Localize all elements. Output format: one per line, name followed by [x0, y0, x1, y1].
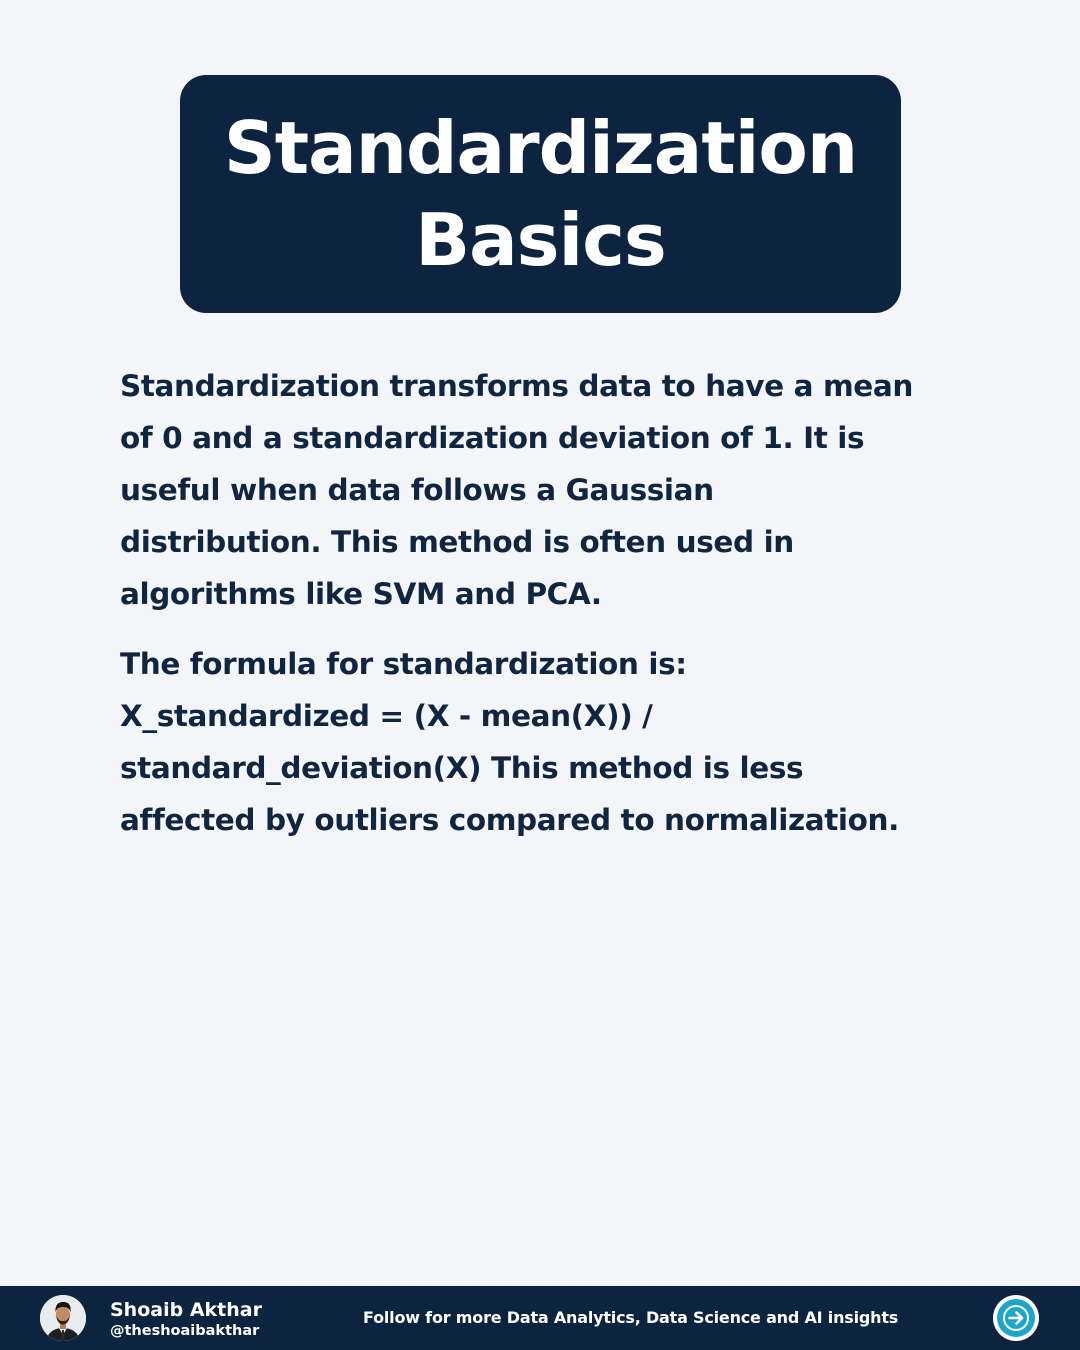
next-slide-button[interactable]: [993, 1295, 1039, 1341]
page-title-line-1: Standardization: [223, 106, 858, 190]
author-handle[interactable]: @theshoaibakthar: [110, 1323, 260, 1339]
follow-cta-text: Follow for more Data Analytics, Data Science and AI insights: [363, 1308, 899, 1327]
intro-line: Standardization transforms data to have a mean: [120, 369, 914, 403]
intro-line: of 0 and a standardization deviation of 1. It is: [120, 421, 865, 455]
formula-line: The formula for standardization is:: [120, 647, 687, 681]
intro-line: useful when data follows a Gaussian: [120, 473, 714, 507]
intro-line: distribution. This method is often used in: [120, 525, 794, 559]
intro-paragraph: [120, 360, 972, 620]
footer-bar: [0, 1286, 1080, 1350]
formula-line: X_standardized = (X - mean(X)) /: [120, 699, 653, 733]
formula-line: standard_deviation(X) This method is less: [120, 751, 804, 785]
avatar-portrait-icon: [40, 1295, 86, 1341]
arrow-right-circle-icon: [997, 1299, 1035, 1337]
page-title-line-2: Basics: [415, 198, 666, 282]
avatar[interactable]: [40, 1295, 86, 1341]
intro-line: algorithms like SVM and PCA.: [120, 577, 602, 611]
formula-line: affected by outliers compared to normalization.: [120, 803, 899, 837]
author-name: Shoaib Akthar: [110, 1299, 262, 1321]
title-card: [180, 75, 901, 313]
formula-paragraph: [120, 638, 972, 846]
